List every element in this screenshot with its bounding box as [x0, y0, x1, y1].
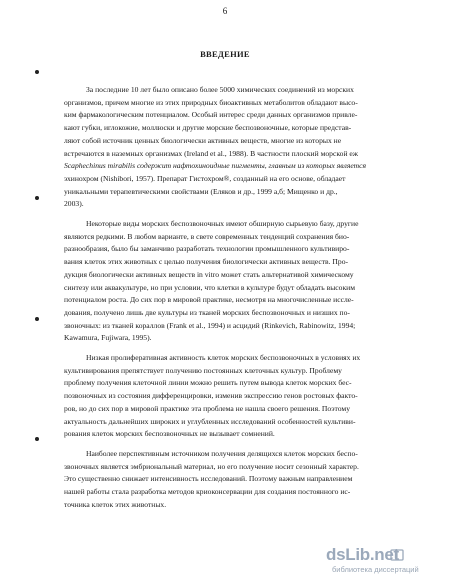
- margin-dot: [35, 196, 39, 200]
- text-line: разнообразия, было бы заманчиво разработать технологии промышленного культивиро-: [64, 244, 350, 254]
- text-line: 2003).: [64, 199, 84, 209]
- text-line: За последние 10 лет было описано более 5000 химических соединений из морских: [86, 85, 354, 94]
- text-line: Это существенно снижает интенсивность исследований. Поэтому важным направлением: [64, 474, 353, 484]
- paragraph-4: [64, 448, 384, 512]
- text-line: потенциалом роста. До сих пор в мировой практике, несмотря на многочисленные иссле-: [64, 295, 354, 305]
- text-line: встречаются в наземных организмах (Ireland et al., 1988). В частности плоский морской еж: [64, 148, 359, 158]
- paragraph-1: [64, 84, 384, 211]
- text-line: Kawamura, Fujiwara, 1995).: [64, 333, 152, 343]
- text-line: ров, но до сих пор в мировой практике эта проблема не нашла своего решения. Поэтому: [64, 403, 351, 413]
- text-line: вания клеток этих животных с целью получения биологически активных веществ. Про-: [64, 257, 349, 267]
- watermark-brand-domain: .net: [369, 545, 399, 564]
- text-line: кают губки, иглокожие, моллюски и другие морские беспозвоночные, которые представ-: [64, 123, 352, 133]
- text-line: звоночных является эмбриональный материал, но его получение носит сезонный характер.: [64, 461, 359, 471]
- watermark-tagline: библиотека диссертаций: [332, 565, 419, 574]
- text-line: ляют собой источник ценных биологически активных веществ, многие из которых не: [64, 135, 342, 145]
- text-line: актуальность дальнейших широких и углубленных исследований особенностей культиви-: [64, 416, 356, 426]
- text-line: позвоночных из состояния дифференцировки, изменив экспрессию генов ростовых факто-: [64, 391, 358, 401]
- body-text: [64, 84, 384, 512]
- watermark-brand: [326, 545, 399, 565]
- margin-dot: [35, 317, 39, 321]
- text-line: точника клеток этих животных.: [64, 499, 167, 509]
- watermark: [326, 545, 444, 575]
- text-line: звоночных: из тканей кораллов (Frank et al., 1994) и асцидий (Rinkevich, Rabinowitz, 1994;: [64, 320, 356, 330]
- text-line: дования, получено лишь две культуры из тканей морских беспозвоночных и низших по-: [64, 307, 350, 317]
- text-line: дукция биологически активных веществ in vitro может стать альтернативой химическому: [64, 269, 354, 279]
- text-line: эхинохром (Nishibori, 1957). Препарат Гистохром®, созданный на его основе, обладает: [64, 173, 346, 183]
- text-line: культивирования препятствует получению постоянных клеточных культур. Проблему: [64, 365, 342, 375]
- text-line: уникальными терапевтическими свойствами (Еляков и др., 1999 а,б; Мищенко и др.,: [64, 186, 338, 196]
- paragraph-3: [64, 352, 384, 441]
- text-line: являются редкими. В любом варианте, в свете современных тенденций сохранения био-: [64, 231, 350, 241]
- section-heading: ВВЕДЕНИЕ: [200, 49, 250, 59]
- text-line: синтезу или аквакультуре, но при условии, что клетки в культуре будут обладать высоким: [64, 282, 356, 292]
- text-line: нашей работы стала разработка методов криоконсервации для создания постоянного ис-: [64, 487, 351, 497]
- book-icon: [390, 548, 404, 562]
- margin-dot: [35, 437, 39, 441]
- text-line: Низкая пролиферативная активность клеток морских беспозвоночных в условиях их: [86, 353, 361, 363]
- text-line: организмов, причем многие из этих природных биоактивных метаболитов обладают высо-: [64, 97, 358, 107]
- text-line: ким фармакологическим потенциалом. Особый интерес среди данных организмов привле-: [64, 110, 358, 120]
- watermark-brand-main: dsLib: [326, 545, 370, 564]
- text-line: рования клеток морских беспозвоночных не вызывает сомнений.: [64, 429, 275, 439]
- text-line: проблему получения клеточной линии можно решить путем вывода клеток морских бес-: [64, 378, 352, 388]
- text-line: Scaphechinus mirabilis содержит нафтохиноидные пигменты, главным из которых является: [64, 161, 367, 171]
- page-number: 6: [222, 6, 228, 16]
- paragraph-2: [64, 218, 384, 345]
- margin-dot: [35, 70, 39, 74]
- text-line: Некоторые виды морских беспозвоночных имеют обширную сырьевую базу, другие: [86, 219, 359, 229]
- text-line: Наиболее перспективным источником получения делящихся клеток морских беспо-: [86, 448, 358, 458]
